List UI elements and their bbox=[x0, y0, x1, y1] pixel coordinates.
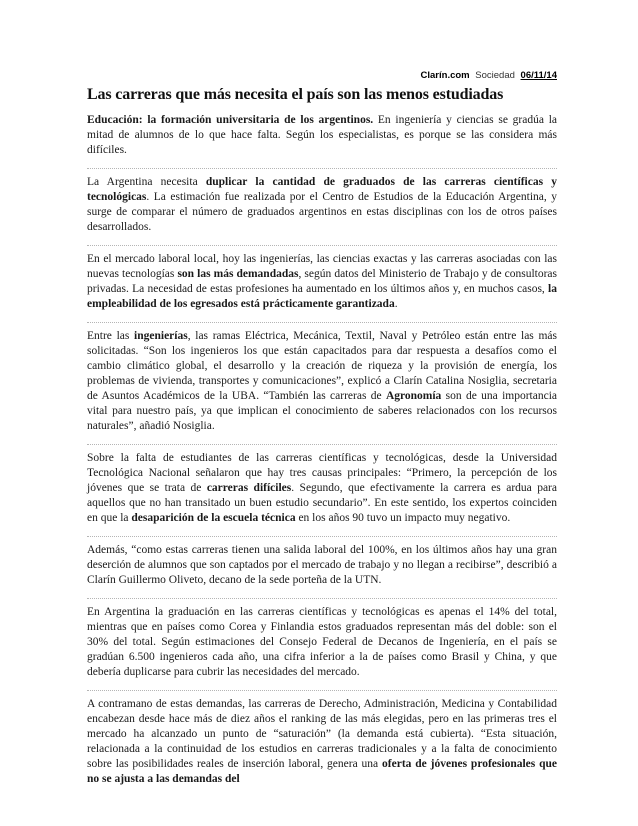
paragraph-text: . bbox=[394, 298, 398, 310]
emphasis-text: son las más demandadas bbox=[177, 268, 299, 280]
paragraph-divider bbox=[87, 322, 557, 323]
emphasis-text: Agronomía bbox=[385, 390, 442, 402]
article-body bbox=[87, 168, 557, 787]
emphasis-text: la empleabilidad de los egresados está prácticamente garantizada bbox=[87, 283, 557, 310]
article bbox=[87, 70, 557, 797]
lead-text: En ingeniería y ciencias se gradúa la mitad de alumnos de lo que hace falta. Según los especialistas, es porque se las considera más difíciles. bbox=[87, 114, 557, 156]
paragraph-text: son de una importancia vital para nuestro país, ya que implican el conocimiento de saberes relacionados con los recursos naturales”, añadió Nosiglia. bbox=[87, 390, 557, 432]
paragraph-text: Sobre la falta de estudiantes de las carreras científicas y tecnológicas, desde la Universidad Tecnológica Nacional señalaron que hay tres causas principales: “Primero, la percepción de los jóvenes que se trata de bbox=[87, 452, 557, 494]
paragraph-divider bbox=[87, 690, 557, 691]
paragraph-text: , las ramas Eléctrica, Mecánica, Textil, Naval y Petróleo están entre las más solicitadas. “Son los ingenieros los que están capacitados para dar respuesta a desafíos como el cambio climático global, el desarrollo y la creación de riqueza y la provisión de energía, los problemas de vivienda, transportes y comunicaciones”, explicó a Clarín Catalina Nosiglia, secretaria de Asuntos Académicos de la UBA. “También las carreras de bbox=[87, 330, 557, 402]
paragraph-divider bbox=[87, 245, 557, 246]
date-label: 06/11/14 bbox=[520, 70, 557, 81]
lead-bold: Educación: la formación universitaria de los argentinos. bbox=[87, 114, 374, 126]
emphasis-text: duplicar la cantidad de graduados de las carreras científicas y tecnológicas bbox=[87, 176, 557, 203]
paragraph-text: A contramano de estas demandas, las carreras de Derecho, Administración, Medicina y Contabilidad encabezan desde hace más de diez años el ranking de las más elegidas, pero en las primeras tres el mercado ha alcanzado un punto de “saturación” (la demanda está cubierta). “Esta situación, relacionada a la continuidad de los estudios en carreras tradicionales y a la falta de conocimiento sobre las posibilidades reales de inserción laboral, genera una bbox=[87, 698, 557, 770]
body-paragraph bbox=[87, 451, 557, 526]
body-paragraph bbox=[87, 697, 557, 787]
paragraph-text: en los años 90 tuvo un impacto muy negativo. bbox=[295, 512, 511, 524]
article-meta bbox=[87, 70, 557, 81]
body-paragraph bbox=[87, 605, 557, 680]
paragraph-text: En Argentina la graduación en las carreras científicas y tecnológicas es apenas el 14% del total, mientras que en países como Corea y Finlandia estos graduados representan más del doble: son el 30% del total. Según estimaciones del Consejo Federal de Decanos de Ingeniería, en el país se gradúan 6.500 ingenieros cada año, una cifra inferior a la de países como Brasil y China, y que debería duplicarse para cubrir las necesidades del mercado. bbox=[87, 606, 557, 678]
paragraph-text: La Argentina necesita bbox=[87, 176, 206, 188]
paragraph-text: Además, “como estas carreras tienen una salida laboral del 100%, en los últimos años hay una gran deserción de alumnos que son captados por el mercado de trabajo y no llegan a recibirse”, describió a Clarín Guillermo Oliveto, decano de la sede porteña de la UTN. bbox=[87, 544, 557, 586]
paragraph-text: , según datos del Ministerio de Trabajo y de consultoras privadas. La necesidad de estas profesiones ha aumentado en los últimos años y, en muchos casos, bbox=[87, 268, 557, 295]
body-paragraph bbox=[87, 175, 557, 235]
emphasis-text: desaparición de la escuela técnica bbox=[131, 512, 296, 524]
paragraph-divider bbox=[87, 168, 557, 169]
paragraph-text: En el mercado laboral local, hoy las ingenierías, las ciencias exactas y las carreras asociadas con las nuevas tecnologías bbox=[87, 253, 557, 280]
paragraph-text: Entre las bbox=[87, 330, 135, 342]
lead-paragraph bbox=[87, 113, 557, 158]
emphasis-text: carreras difíciles bbox=[206, 482, 292, 494]
paragraph-divider bbox=[87, 536, 557, 537]
body-paragraph bbox=[87, 329, 557, 434]
paragraph-divider bbox=[87, 444, 557, 445]
paragraph-text: . La estimación fue realizada por el Centro de Estudios de la Educación Argentina, y surge de comparar el número de graduados argentinos en estas disciplinas con los de otros países desarrollados. bbox=[87, 191, 557, 233]
paragraph-divider bbox=[87, 598, 557, 599]
paragraph-text: . Segundo, que efectivamente la carrera es ardua para aquellos que no han transitado un buen estudio secundario”. En este sentido, los expertos coinciden en que la bbox=[87, 482, 557, 524]
section-label: Sociedad bbox=[475, 70, 515, 81]
emphasis-text: ingenierías bbox=[134, 330, 188, 342]
source-label: Clarín.com bbox=[420, 70, 470, 81]
body-paragraph bbox=[87, 543, 557, 588]
article-title: Las carreras que más necesita el país son las menos estudiadas bbox=[87, 86, 504, 103]
emphasis-text: oferta de jóvenes profesionales que no se ajusta a las demandas del bbox=[87, 758, 557, 785]
body-paragraph bbox=[87, 252, 557, 312]
